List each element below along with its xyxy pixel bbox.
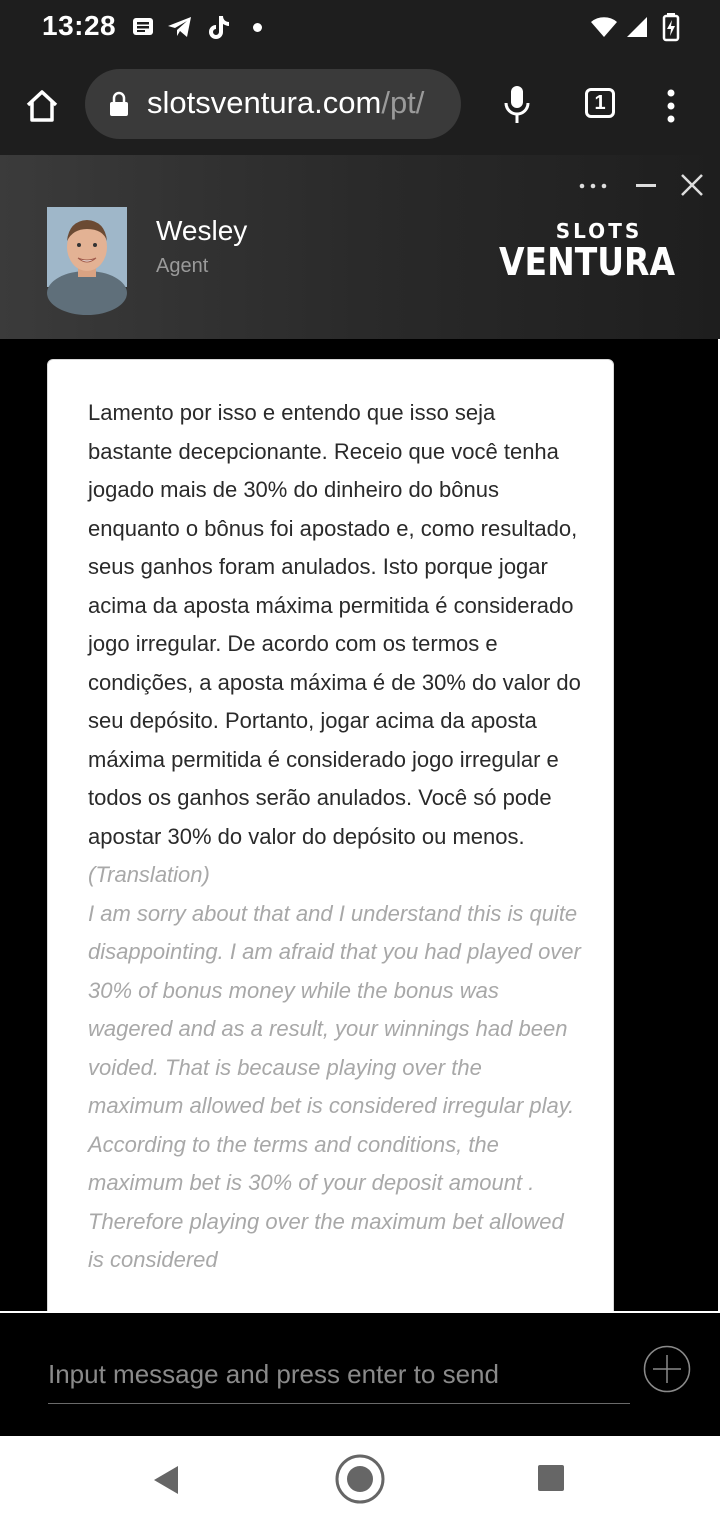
back-icon[interactable] [150, 1464, 182, 1496]
telegram-icon [167, 12, 193, 42]
browser-toolbar [0, 56, 720, 155]
close-icon[interactable] [679, 167, 705, 197]
agent-name: Wesley [156, 215, 248, 246]
address-bar[interactable] [85, 69, 461, 139]
notification-icon [131, 12, 155, 42]
message-list[interactable] [0, 339, 720, 1311]
logo-text-top: SLOTS [555, 219, 643, 243]
agent-message-bubble [47, 359, 614, 1349]
translation-label: (Translation) [88, 862, 210, 887]
system-navigation-bar [0, 1436, 720, 1520]
logo-text-bottom: VENTURA [499, 240, 676, 284]
slots-ventura-logo [495, 217, 680, 284]
url-path: /pt/ [381, 85, 425, 120]
signal-icon [625, 12, 649, 42]
message-input[interactable] [48, 1345, 630, 1404]
message-translation-text: I am sorry about that and I understand this is quite disappointing. I am afraid that you had played over 30% of bonus money while the bonus was wagered and as a result, your winnings had been voided. That is because playing over the maximum allowed bet is considered irregular play. According to the terms and conditions, the maximum bet is 30% of your deposit amount . Therefore playing over the maximum bet allowed is considered [88, 900, 581, 1272]
add-attachment-icon[interactable] [643, 1345, 691, 1393]
more-menu-icon[interactable] [660, 86, 682, 126]
mic-icon[interactable] [500, 84, 534, 126]
message-original-text: Lamento por isso e entendo que isso seja bastante decepcionante. Receio que você tenha jogado mais de 30% do dinheiro do bônus enquanto o bônus foi apostado e, como resultado, seus ganhos foram anulados. Isto porque jogar acima da aposta máxima permitida é considerado jogo irregular. De acordo com os termos e condições, a aposta máxima é de 30% do valor do seu depósito. Portanto, jogar acima da aposta máxima permitida é considerado jogo irregular e todos os ganhos serão anulados. Você só pode apostar 30% do valor do depósito ou menos. [88, 400, 581, 849]
url-domain: slotsventura.com [147, 85, 382, 120]
status-bar [0, 0, 720, 56]
message-composer [0, 1311, 720, 1436]
wifi-icon [590, 12, 618, 42]
chat-more-icon[interactable] [578, 167, 610, 197]
home-icon[interactable] [22, 86, 62, 126]
home-button-icon[interactable] [334, 1453, 386, 1505]
agent-role: Agent [156, 255, 209, 277]
battery-icon [662, 12, 680, 42]
chat-header [0, 155, 720, 339]
lock-icon [109, 91, 129, 117]
dot-icon [253, 23, 262, 32]
minimize-icon[interactable] [634, 167, 658, 197]
recent-apps-icon[interactable] [537, 1464, 565, 1492]
tab-switcher-button[interactable]: 1 [585, 88, 615, 118]
avatar [47, 207, 127, 287]
tiktok-icon [207, 12, 231, 42]
status-time: 13:28 [42, 10, 117, 41]
url-text [147, 85, 424, 121]
